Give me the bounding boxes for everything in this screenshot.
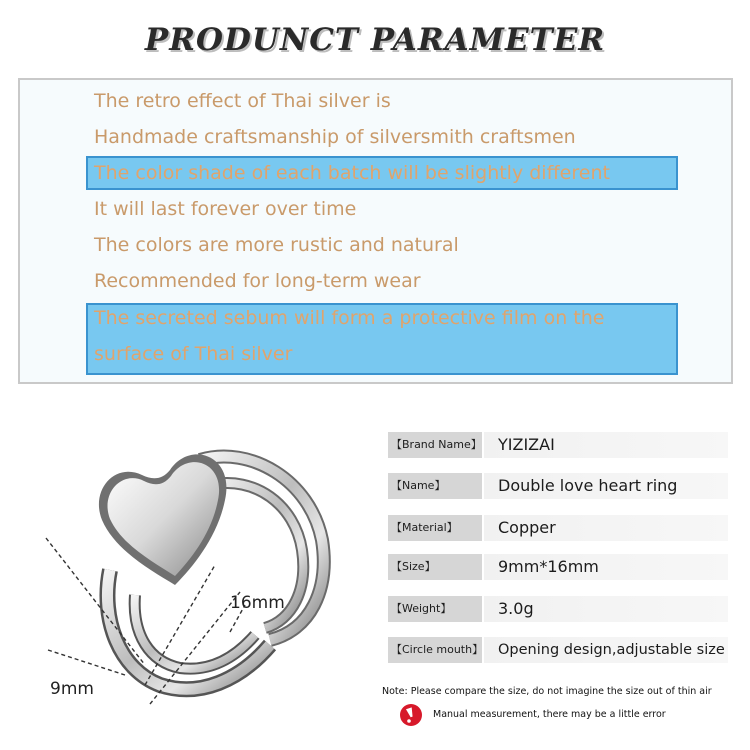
param-label: 【Brand Name】 — [388, 432, 484, 458]
intro-line-highlighted: The secreted sebum will form a protective film on the — [94, 307, 605, 329]
page-title: PRODUNCT PARAMETER — [144, 22, 606, 58]
param-value: YIZIZAI — [484, 432, 728, 458]
intro-line-highlighted: The color shade of each batch will be slightly different — [94, 162, 610, 184]
intro-line-highlighted: surface of Thai silver — [94, 343, 293, 365]
param-value: Opening design,adjustable size — [484, 637, 728, 663]
param-value: 9mm*16mm — [484, 554, 728, 580]
intro-line: Handmade craftsmanship of silversmith craftsmen — [94, 126, 576, 148]
param-row-material — [388, 515, 728, 541]
dimension-height-label: 16mm — [230, 593, 285, 613]
intro-line: The retro effect of Thai silver is — [94, 90, 391, 112]
param-label: 【Circle mouth】 — [388, 637, 484, 663]
param-label: 【Size】 — [388, 554, 484, 580]
warning-icon — [399, 703, 423, 727]
param-label: 【Material】 — [388, 515, 484, 541]
param-label: 【Name】 — [388, 473, 484, 499]
dimension-width-label: 9mm — [50, 679, 94, 699]
param-value: 3.0g — [484, 596, 728, 622]
size-note: Note: Please compare the size, do not imagine the size out of thin air — [382, 686, 712, 697]
intro-line: The colors are more rustic and natural — [94, 234, 459, 256]
param-row-name — [388, 473, 728, 499]
param-row-brand — [388, 432, 728, 458]
param-value: Double love heart ring — [484, 473, 728, 499]
intro-line: It will last forever over time — [94, 198, 357, 220]
param-row-circle-mouth — [388, 637, 728, 663]
intro-line: Recommended for long-term wear — [94, 270, 421, 292]
ring-image — [30, 400, 360, 720]
param-row-weight — [388, 596, 728, 622]
param-row-size — [388, 554, 728, 580]
measurement-note: Manual measurement, there may be a little error — [433, 709, 666, 720]
param-label: 【Weight】 — [388, 596, 484, 622]
param-value: Copper — [484, 515, 728, 541]
